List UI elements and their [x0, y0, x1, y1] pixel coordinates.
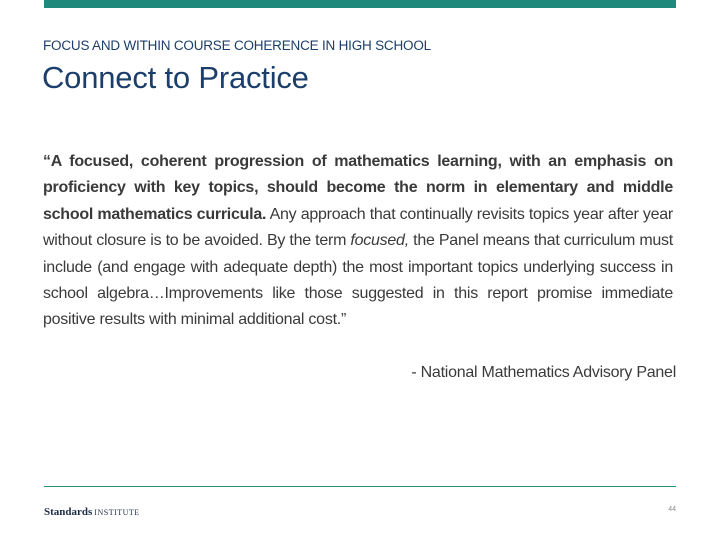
top-accent-bar [44, 0, 676, 8]
page-number: 44 [668, 506, 676, 513]
quote-text-part-2: the Panel means that curriculum must include (and engage with adequate depth) the most important topics underlying success in school algebra…Improvements like those suggested in this report promise immediate positive results with minimal additional cost.” [43, 232, 673, 329]
quote-text-part-1: Any approach that continually revisits topics year after year without closure is to be avoided. By the term [43, 205, 673, 250]
quote-body [43, 149, 673, 334]
quote-attribution: - National Mathematics Advisory Panel [411, 364, 676, 381]
footer-divider [44, 486, 676, 487]
section-eyebrow: FOCUS AND WITHIN COURSE COHERENCE IN HIGH SCHOOL [43, 38, 431, 53]
logo-main-text: Standards [44, 506, 93, 518]
page-title: Connect to Practice [42, 60, 309, 95]
quote-bold-lead: “A focused, coherent progression of mathematics learning, with an emphasis on proficiency with key topics, should become the norm in elementary and middle school mathematics curricula. [43, 153, 673, 223]
standards-institute-logo [44, 504, 140, 520]
quote-italic-term: focused, [350, 232, 409, 250]
logo-sub-text: INSTITUTE [94, 508, 140, 517]
